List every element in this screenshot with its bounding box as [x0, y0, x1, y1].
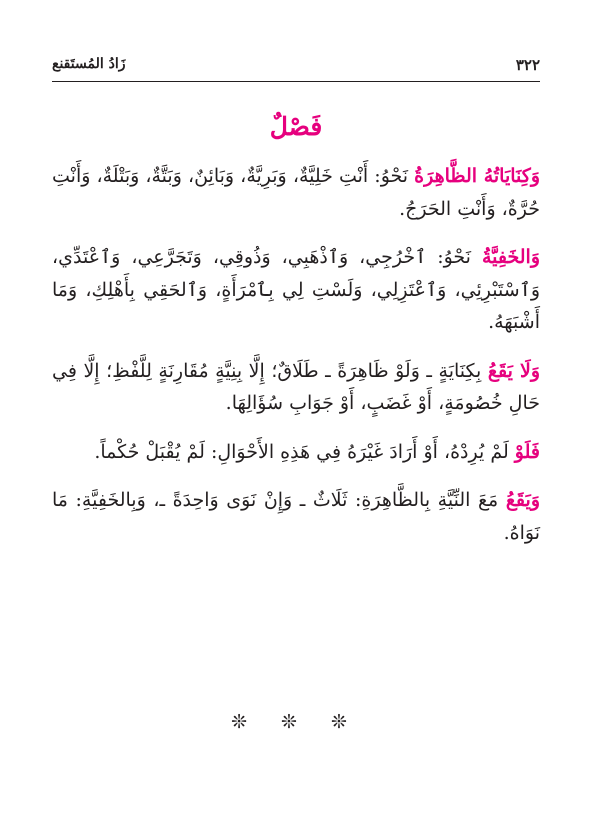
paragraph-apparent-allusions [52, 160, 540, 225]
paragraph-term: فَلَوْ [514, 440, 540, 463]
paragraph-text: لَمْ يُرِدْهُ، أَوْ أَرَادَ غَيْرَهُ فِي هَذِهِ الأَحْوَالِ: لَمْ يُقْبَلْ حُكْماً. [94, 440, 515, 463]
header-rule [52, 81, 540, 82]
page-header [52, 54, 540, 78]
paragraph-term: وَلَا يَقَعُ [487, 359, 540, 382]
paragraph-occurrence [52, 484, 540, 549]
section-separator: ❊ ❊ ❊ [231, 711, 361, 733]
paragraph-term: وَكِنَايَاتُهُ الظَّاهِرَةُ [414, 165, 540, 187]
book-title: زَادُ المُستَقنع [52, 56, 126, 72]
section-title: فَصْلٌ [269, 112, 323, 141]
paragraph-term: وَالخَفِيَّةُ [481, 246, 540, 268]
paragraph-text: مَعَ النِّيَّةِ بِالظَّاهِرَةِ: ثَلَاثٌ ـ وَإِنْ نَوَى وَاحِدَةً ـ، وَبِالخَفِيَّةِ: مَا نَوَاهُ. [52, 489, 540, 544]
paragraph-not-intended [52, 436, 540, 469]
paragraph-hidden-allusions [52, 241, 540, 339]
paragraph-intention-condition [52, 355, 540, 420]
paragraph-text: نَحْوُ: أَنْتِ خَلِيَّةٌ، وَبَرِيَّةٌ، وَبَائِنٌ، وَبَتَّةٌ، وَبَتْلَةٌ، وَأَنْتِ حُرَّةٌ، وَأَنْتِ الحَرَجُ. [52, 165, 540, 220]
page-number: ٣٢٢ [515, 56, 540, 74]
paragraph-text: بِكِنَايَةٍ ـ وَلَوْ ظَاهِرَةً ـ طَلَاقٌ؛ إِلَّا بِنِيَّةٍ مُقَارِنَةٍ لِلَّفْظِ؛ إِلَّا فِي حَالِ خُصُومَةٍ، أَوْ غَضَبٍ، أَوْ جَوَابِ سُؤَالِهَا. [52, 359, 540, 414]
paragraph-term: وَيَقَعُ [505, 489, 540, 511]
body-text [52, 160, 540, 565]
paragraph-text: نَحْوُ: ٱخْرُجِي، وَٱذْهَبِي، وَذُوقِي، وَتَجَرَّعِي، وَٱعْتَدِّي، وَٱسْتَبْرِئِي، وَٱعْتَزِلِي، وَلَسْتِ لِي بِٱمْرَأَةٍ، وَٱلحَقِي بِأَهْلِكِ، وَمَا أَشْبَهَهُ. [52, 246, 540, 333]
